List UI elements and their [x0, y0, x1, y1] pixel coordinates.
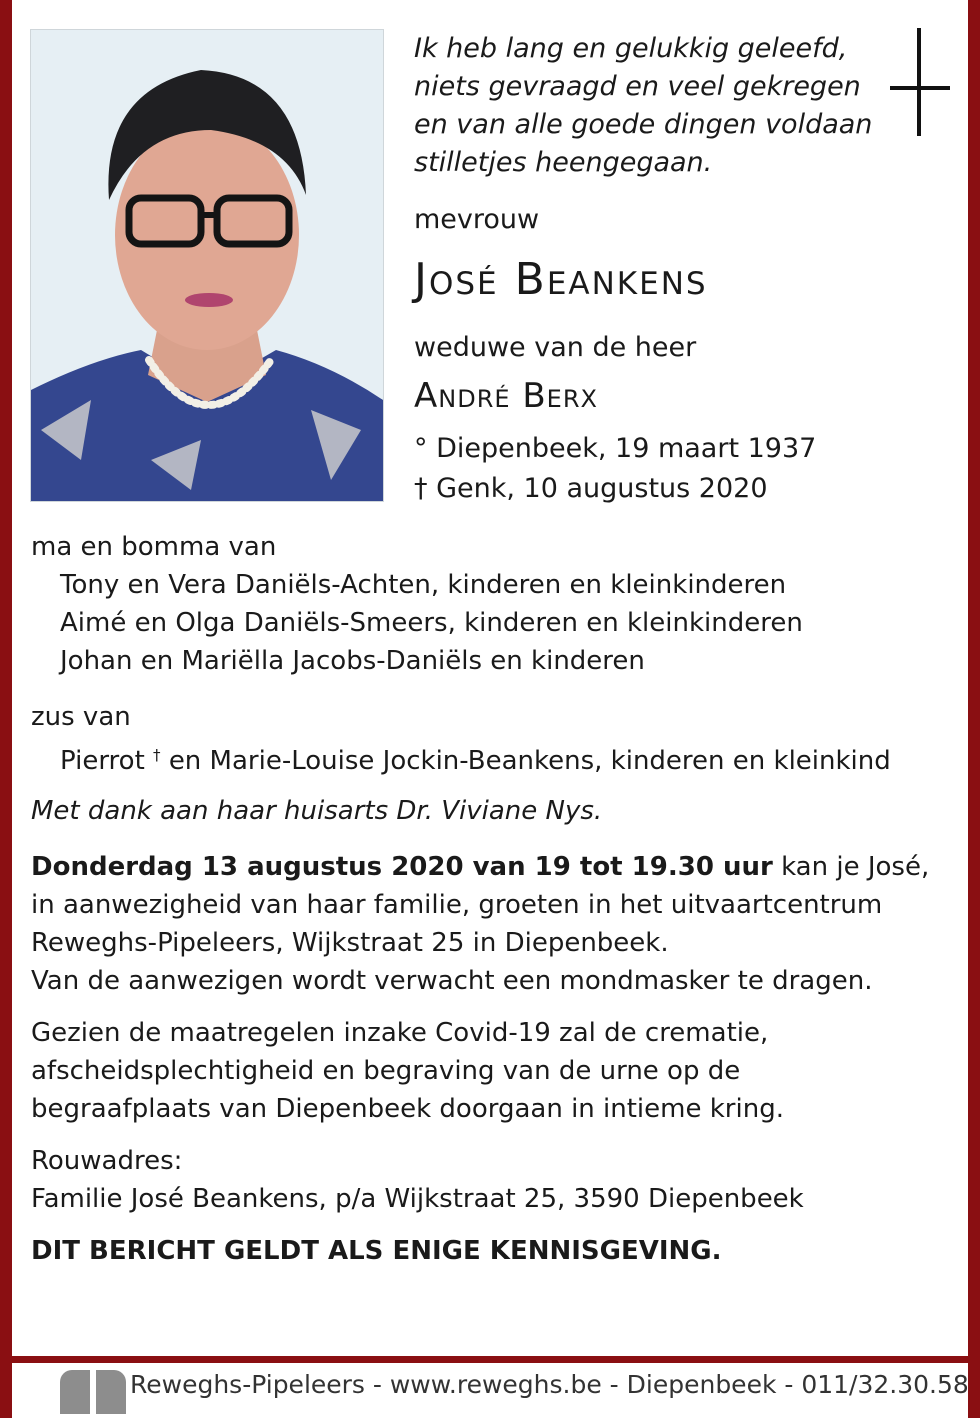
widow-label: weduwe van de heer [414, 332, 697, 363]
death-info: † Genk, 10 augustus 2020 [414, 473, 768, 504]
thanks-line: Met dank aan haar huisarts Dr. Viviane Nys. [31, 796, 603, 826]
funeral-home-logo [60, 1370, 130, 1414]
cross-icon [890, 28, 950, 136]
visitation-line: in aanwezigheid van haar familie, groeten in het uitvaartcentrum [31, 890, 883, 920]
sibling-rest: en Marie-Louise Jockin-Beankens, kinderen en kleinkind [168, 746, 891, 776]
footer-text: Reweghs-Pipeleers - www.reweghs.be - Diepenbeek - 011/32.30.58 [130, 1370, 969, 1399]
footer [12, 1356, 968, 1418]
notice-line: DIT BERICHT GELDT ALS ENIGE KENNISGEVING. [31, 1236, 722, 1266]
footer-rule [12, 1356, 968, 1363]
visitation-rest: kan je José, [772, 852, 930, 882]
visitation-line [31, 848, 951, 886]
address-value: Familie José Beankens, p/a Wijkstraat 25, 3590 Diepenbeek [31, 1184, 804, 1214]
obituary-body [31, 528, 951, 1270]
poem [414, 30, 884, 182]
family-member: Johan en Mariëlla Jacobs-Daniëls en kinderen [60, 646, 645, 676]
family-member: Aimé en Olga Daniëls-Smeers, kinderen en kleinkinderen [60, 608, 803, 638]
spouse-name: André Berx [414, 376, 598, 416]
address-label: Rouwadres: [31, 1146, 183, 1176]
deceased-mark: † [153, 746, 161, 764]
sibling-heading: zus van [31, 702, 131, 732]
deceased-name: José Beankens [414, 254, 708, 305]
covid-line: begraafplaats van Diepenbeek doorgaan in intieme kring. [31, 1094, 784, 1124]
poem-line: Ik heb lang en gelukkig geleefd, [414, 33, 848, 64]
left-border [0, 0, 12, 1418]
sibling-line [31, 736, 951, 774]
covid-line: afscheidsplechtigheid en begraving van de urne op de [31, 1056, 741, 1086]
deceased-title: mevrouw [414, 204, 540, 235]
visitation-datetime: Donderdag 13 augustus 2020 van 19 tot 19.30 uur [31, 852, 773, 882]
birth-info: ° Diepenbeek, 19 maart 1937 [414, 433, 817, 464]
portrait-photo [31, 30, 383, 501]
visitation-line: Van de aanwezigen wordt verwacht een mondmasker te dragen. [31, 966, 873, 996]
visitation-line: Reweghs-Pipeleers, Wijkstraat 25 in Diepenbeek. [31, 928, 669, 958]
poem-line: stilletjes heengegaan. [414, 147, 713, 178]
right-border [968, 0, 980, 1418]
family-member: Tony en Vera Daniëls-Achten, kinderen en kleinkinderen [60, 570, 787, 600]
family-heading: ma en bomma van [31, 532, 277, 562]
covid-line: Gezien de maatregelen inzake Covid-19 zal de crematie, [31, 1018, 769, 1048]
sibling-name: Pierrot [60, 746, 145, 776]
poem-line: en van alle goede dingen voldaan [414, 109, 873, 140]
poem-line: niets gevraagd en veel gekregen [414, 71, 861, 102]
